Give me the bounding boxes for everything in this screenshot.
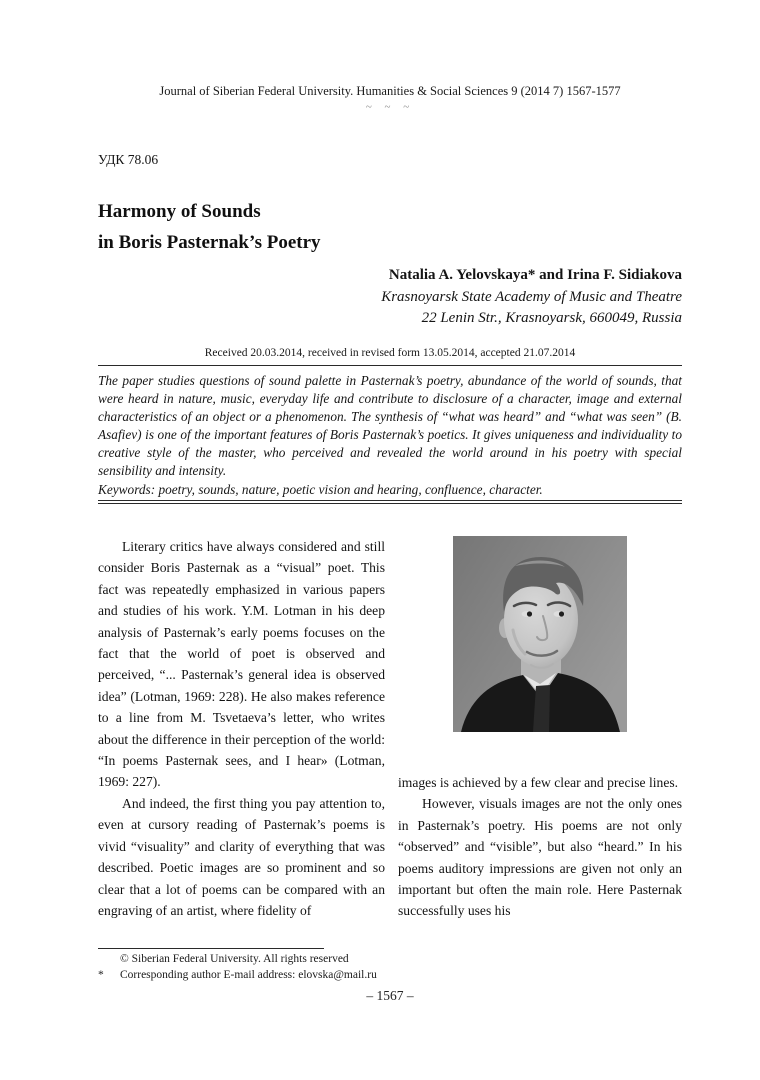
authors-block — [98, 265, 682, 330]
footnote-rule — [98, 948, 324, 949]
article-title-line1: Harmony of Sounds — [98, 201, 261, 222]
pupil-right — [559, 611, 564, 616]
horizontal-rule-double — [98, 500, 682, 504]
corresponding-author-text: Corresponding author E-mail address: elovska@mail.ru — [120, 968, 377, 981]
copyright-notice: © Siberian Federal University. All rights reserved — [120, 953, 349, 965]
footnote-block — [98, 948, 438, 984]
received-dates: Received 20.03.2014, received in revised form 13.05.2014, accepted 21.07.2014 — [204, 347, 576, 359]
ornament-separator: ~ ~ ~ — [365, 101, 415, 113]
pasternak-portrait-photo — [453, 536, 627, 732]
udk-code: УДК 78.06 — [98, 152, 159, 167]
corresponding-author-note — [98, 968, 438, 984]
author-address: 22 Lenin Str., Krasnoyarsk, 660049, Russia — [421, 310, 682, 326]
article-title — [98, 196, 598, 258]
body-column-left — [98, 536, 385, 922]
body-columns — [98, 536, 682, 922]
paragraph: images is achieved by a few clear and precise lines. — [398, 775, 679, 790]
paragraph: However, visuals images are not the only ones in Pasternak’s poetry. His poems are not only “observed” and “visible”, but also “heard.” In his poems auditory impressions are given not only an important but often the main role. Here Pasternak successfully uses his — [398, 796, 682, 919]
paragraph: And indeed, the first thing you pay attention to, even at cursory reading of Pasternak’s poems is vivid “visuality” and clarity of everything that was described. Poetic images are so prominent and so clear that a lot of poems can be compared with an engraving of an artist, where fidelity of — [98, 795, 385, 918]
author-names: Natalia A. Yelovskaya* and Irina F. Sidiakova — [388, 267, 682, 283]
author-affiliation: Krasnoyarsk State Academy of Music and Theatre — [381, 288, 682, 305]
keywords-text: Keywords: poetry, sounds, nature, poetic vision and hearing, confluence, character. — [98, 482, 543, 497]
abstract-text: The paper studies questions of sound palette in Pasternak’s poetry, abundance of the world of sounds, that were heard in nature, music, everyday life and contribute to disclosure of a character, image and external characteristics of an object or a phenomenon. The synthesis of “what was heard” and “what was seen” (B. Asafiev) is one of the important features of Boris Pasternak’s poetics. It gives uniqueness and individuality to creative style of the master, who perceived and revealed the world around in his poetry with special sensibility and intensity. — [98, 373, 682, 478]
footnote-asterisk: * — [98, 968, 104, 981]
horizontal-rule-top — [98, 365, 682, 366]
page-number: – 1567 – — [366, 988, 414, 1003]
body-column-right — [398, 536, 682, 922]
journal-header: Journal of Siberian Federal University. Humanities & Social Sciences 9 (2014 7) 1567-1577 — [159, 84, 621, 98]
pupil-left — [527, 611, 532, 616]
article-title-line2: in Boris Pasternak’s Poetry — [98, 232, 321, 253]
paragraph: Literary critics have always considered and still consider Boris Pasternak as a “visual” poet. This fact was repeatedly emphasized in various papers and studies of his work. Y.M. Lotman in his deep analysis of Pasternak’s early poems focuses on the fact that the world of poet is observed and perceived, “... Pasternak’s general idea is observed idea” (Lotman, 1969: 228). He also makes reference to a line from M. Tsvetaeva’s letter, who writes about the difference in their perception of the world: “In poems Pasternak sees, and I hear» (Lotman, 1969: 227). — [98, 539, 385, 790]
